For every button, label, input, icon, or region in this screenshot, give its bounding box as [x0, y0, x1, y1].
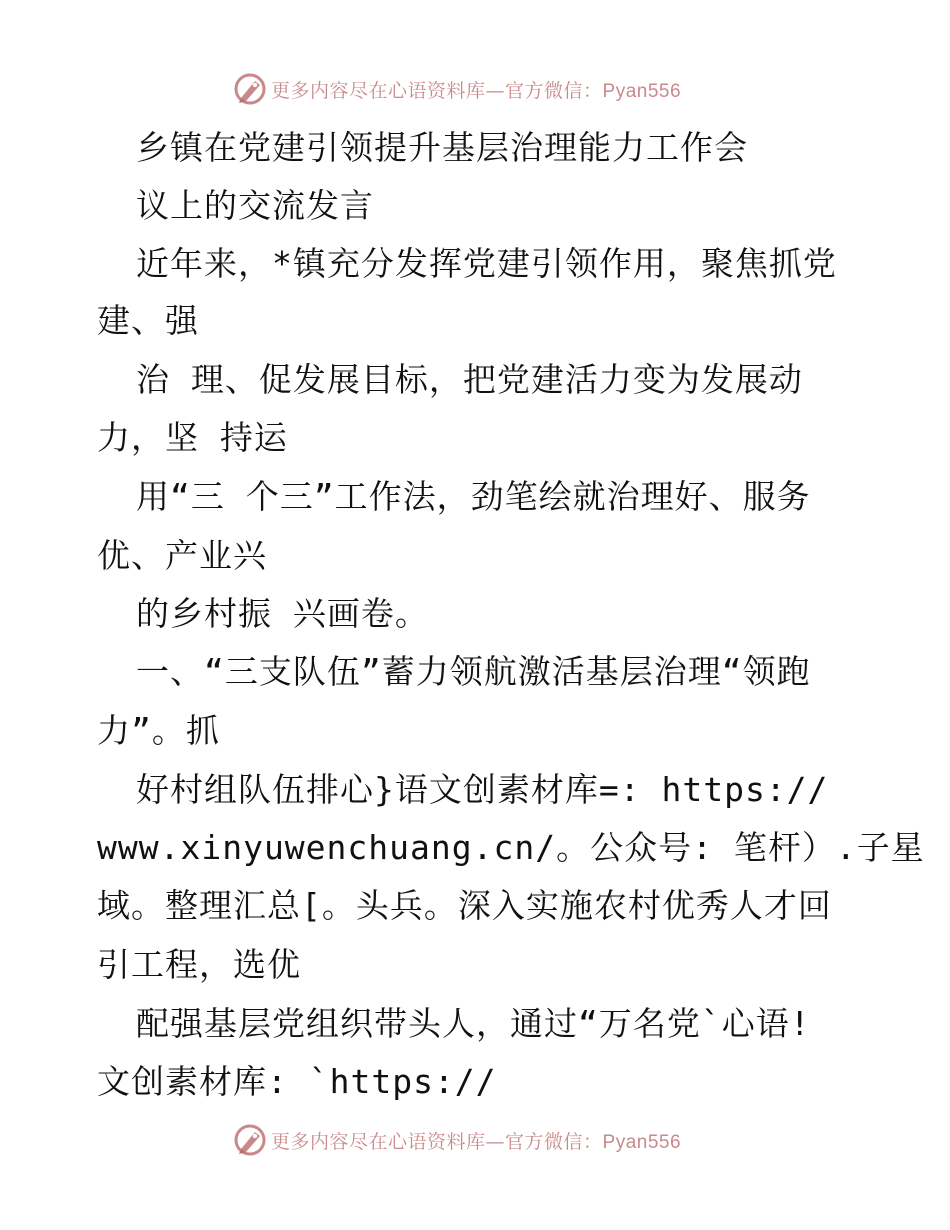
section-heading: 一、“三支队伍”蓄力领航激活基层治理“领跑: [136, 652, 811, 691]
title-line-2: 议上的交流发言: [136, 186, 374, 225]
text-line: 力”。抓: [97, 711, 220, 750]
text-line: 的乡村振 兴画卷。: [136, 594, 429, 633]
text-line: 引工程，选优: [97, 945, 301, 984]
title-line-1: 乡镇在党建引领提升基层治理能力工作会: [136, 128, 748, 167]
text-line: 文创素材库: `https://: [97, 1062, 497, 1101]
text-line: 近年来，*镇充分发挥党建引领作用，聚焦抓党: [136, 244, 837, 283]
text-line: 配强基层党组织带头人，通过“万名党`心语!: [136, 1004, 811, 1043]
text-line: 优、产业兴: [97, 536, 267, 575]
watermark-text: 更多内容尽在心语资料库—官方微信：Pyan556: [271, 79, 682, 102]
text-line: 治 理、促发展目标，把党建活力变为发展动: [136, 360, 803, 399]
footer-watermark: [233, 1123, 681, 1157]
text-line: 域。整理汇总[。头兵。深入实施农村优秀人才回: [97, 886, 832, 925]
text-line: 建、强: [97, 301, 199, 340]
watermark-text: 更多内容尽在心语资料库—官方微信：Pyan556: [271, 1130, 682, 1153]
text-line: 好村组队伍排心}语文创素材库=: https://: [136, 770, 829, 809]
text-line: 用“三 个三”工作法，劲笔绘就治理好、服务: [136, 477, 811, 516]
text-line: 力，坚 持运: [97, 418, 288, 457]
pen-logo-icon: [233, 1123, 267, 1157]
text-line: www.xinyuwenchuang.cn/。公众号: 笔杆）.子星: [97, 828, 925, 867]
